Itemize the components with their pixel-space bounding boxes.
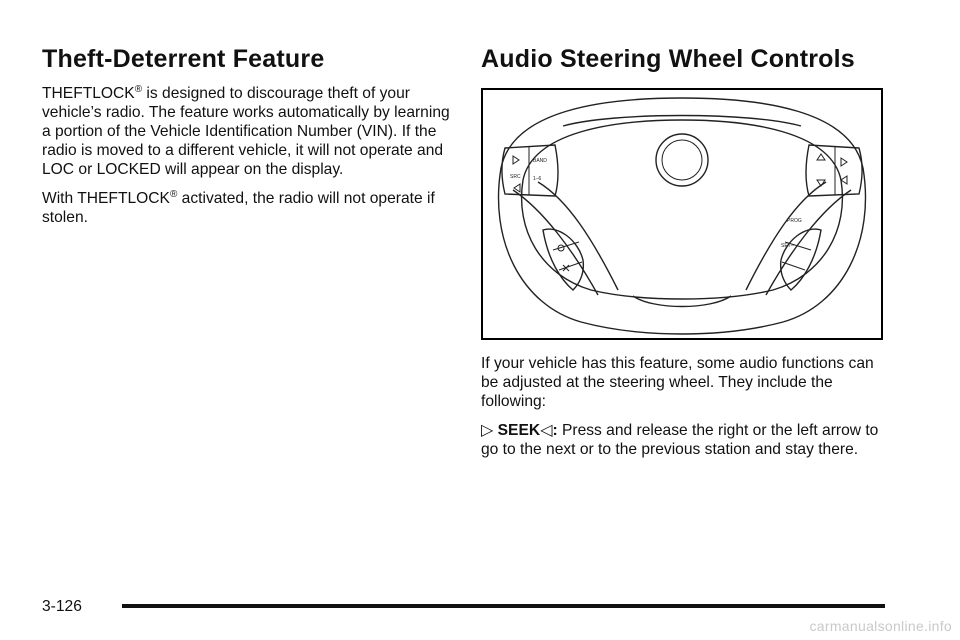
watermark: carmanualsonline.info [809, 618, 952, 634]
seek-description [481, 421, 886, 459]
footer-rule [122, 604, 885, 608]
right-pad-up-arrow-icon [817, 154, 825, 160]
audio-controls-body [481, 354, 886, 459]
label-set: SET– [781, 243, 794, 249]
theftlock-brand: THEFTLOCK [42, 85, 135, 102]
section-title-theft-deterrent: Theft-Deterrent Feature [42, 45, 325, 73]
right-pad-right-arrow-icon [841, 158, 847, 166]
label-band: BAND [533, 158, 547, 164]
section-title-audio-controls: Audio Steering Wheel Controls [481, 45, 855, 73]
seek-label: SEEK [497, 422, 541, 439]
page-number: 3-126 [42, 598, 82, 615]
steering-wheel-figure [481, 88, 883, 340]
audio-controls-intro: If your vehicle has this feature, some audio functions can be adjusted at the steering wheel. They include the following: [481, 355, 874, 410]
theft-deterrent-section [42, 42, 452, 227]
center-emblem-inner [662, 140, 702, 180]
label-one-six: 1–6 [533, 176, 542, 182]
steering-wheel-illustration [483, 90, 881, 338]
theftlock-activated-note [42, 189, 452, 227]
wheel-top-seam [563, 116, 801, 127]
theftlock-description-text: is designed to discourage theft of your vehicle’s radio. The feature works automatically by learning a portion of the Vehicle Identification Number (VIN). If the radio is moved to a different vehicle, it will not operate and LOC or LOCKED will appear on the display. [42, 85, 450, 178]
registered-mark: ® [134, 84, 143, 95]
theftlock-brand-2: With THEFTLOCK [42, 190, 170, 207]
label-prog: PROG [787, 218, 802, 224]
seek-right-arrow-icon [513, 156, 519, 164]
seek-description-text: Press and release the right or the left arrow to go to the next or to the previous station and stay there. [481, 422, 879, 458]
seek-left-icon: ◁ [540, 422, 553, 439]
theftlock-activated-text: activated, the radio will not operate if stolen. [42, 190, 435, 226]
label-src: SRC [510, 174, 521, 180]
registered-mark-2: ® [169, 189, 178, 200]
wheel-rim-inner [522, 120, 843, 299]
left-button-pad [502, 145, 558, 196]
theftlock-description [42, 84, 452, 179]
right-button-pad [806, 145, 862, 196]
seek-colon: : [552, 422, 558, 439]
seek-right-icon: ▷ [481, 422, 494, 439]
center-emblem-outer [656, 134, 708, 186]
audio-controls-header [481, 42, 891, 76]
